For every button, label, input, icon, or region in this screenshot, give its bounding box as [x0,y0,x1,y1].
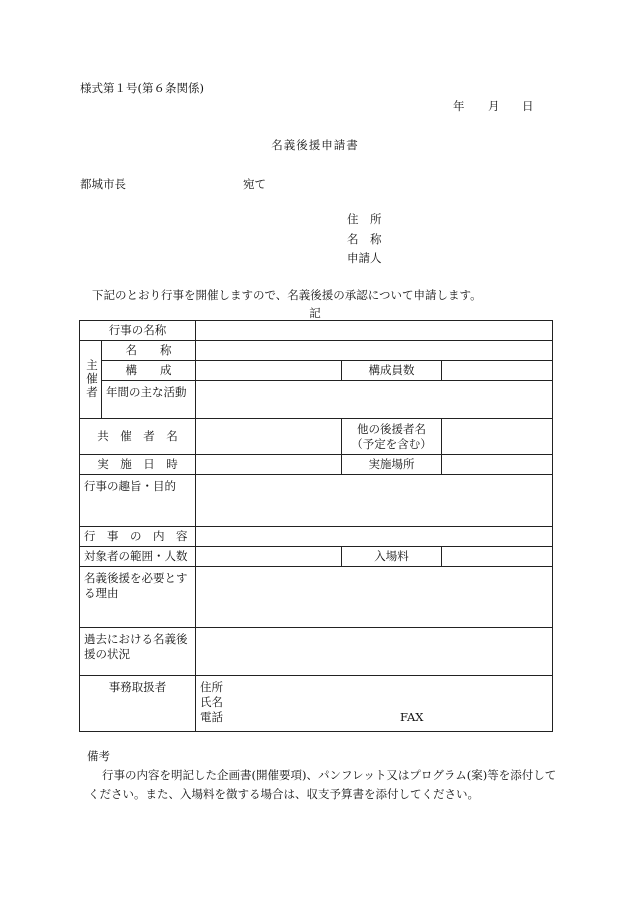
table-row [80,567,553,628]
target-label: 対象者の範囲・人数 [80,547,196,567]
table-row [80,341,553,361]
event-name-field[interactable] [196,321,553,341]
ki-heading: 記 [309,306,321,320]
venue-field[interactable] [442,455,553,475]
table-row [80,475,553,527]
request-text: 下記のとおり行事を開催しますので、名義後援の承認について申請します。 [92,288,482,302]
date-day: 日 [522,99,534,113]
applicant-label: 申請人 [347,251,382,265]
date-year: 年 [453,99,465,113]
org-name-field[interactable] [196,341,553,361]
annual-activities-field[interactable] [196,381,553,419]
reason-field[interactable] [196,567,553,628]
target-field[interactable] [196,547,342,567]
past-status-field[interactable] [196,628,553,676]
other-supporters-label [342,419,442,455]
addressee: 都城市長 [80,177,126,191]
org-name-label: 名 称 [102,341,196,361]
contact-person-label: 事務取扱者 [80,676,196,732]
datetime-label: 実 施 日 時 [80,455,196,475]
date-month: 月 [488,99,500,113]
other-supporters-field[interactable] [442,419,553,455]
applicant-address-label: 住 所 [347,212,382,226]
table-row [80,527,553,547]
table-row [80,676,553,732]
table-row [80,547,553,567]
member-count-label: 構成員数 [342,361,442,381]
datetime-field[interactable] [196,455,342,475]
remarks-title: 備考 [87,749,110,763]
purpose-field[interactable] [196,475,553,527]
table-row [80,628,553,676]
table-row [80,361,553,381]
contact-fax-label: FAX [400,710,424,724]
contact-phone-row [200,710,548,725]
table-row [80,455,553,475]
org-composition-label: 構 成 [102,361,196,381]
addressee-suffix: 宛て [243,177,266,191]
past-status-label: 過去における名義後援の状況 [80,628,196,676]
other-supporters-text: 他の後援者名 [357,421,426,436]
other-supporters-note: （予定を含む） [351,436,432,451]
remarks-body: 行事の内容を明記した企画書(開催要項)、パンフレット又はプログラム(案)等を添付してください。また、入場料を徴する場合は、収支予算書を添付してください。 [88,768,557,801]
table-row [80,321,553,341]
admission-fee-label: 入場料 [342,547,442,567]
contact-name-label: 氏名 [200,695,223,709]
purpose-label: 行事の趣旨・目的 [80,475,196,527]
member-count-field[interactable] [442,361,553,381]
table-row [80,419,553,455]
content-label: 行 事 の 内 容 [80,527,196,547]
contact-phone-label: 電話 [200,710,223,724]
co-organizer-label: 共 催 者 名 [80,419,196,455]
form-number: 様式第１号(第６条関係) [80,81,204,95]
reason-label: 名義後援を必要とする理由 [80,567,196,628]
co-organizer-field[interactable] [196,419,342,455]
admission-fee-field[interactable] [442,547,553,567]
event-name-label: 行事の名称 [80,321,196,341]
applicant-name-label: 名 称 [347,232,382,246]
document-title: 名義後援申請書 [271,138,359,152]
annual-activities-label: 年間の主な活動 [102,381,196,419]
contact-address-label: 住所 [200,680,223,694]
content-field[interactable] [196,527,553,547]
venue-label: 実施場所 [342,455,442,475]
table-row [80,381,553,419]
organizer-label: 主催者 [80,341,102,419]
application-table [79,320,553,732]
contact-person-field[interactable] [196,676,553,732]
org-composition-field[interactable] [196,361,342,381]
